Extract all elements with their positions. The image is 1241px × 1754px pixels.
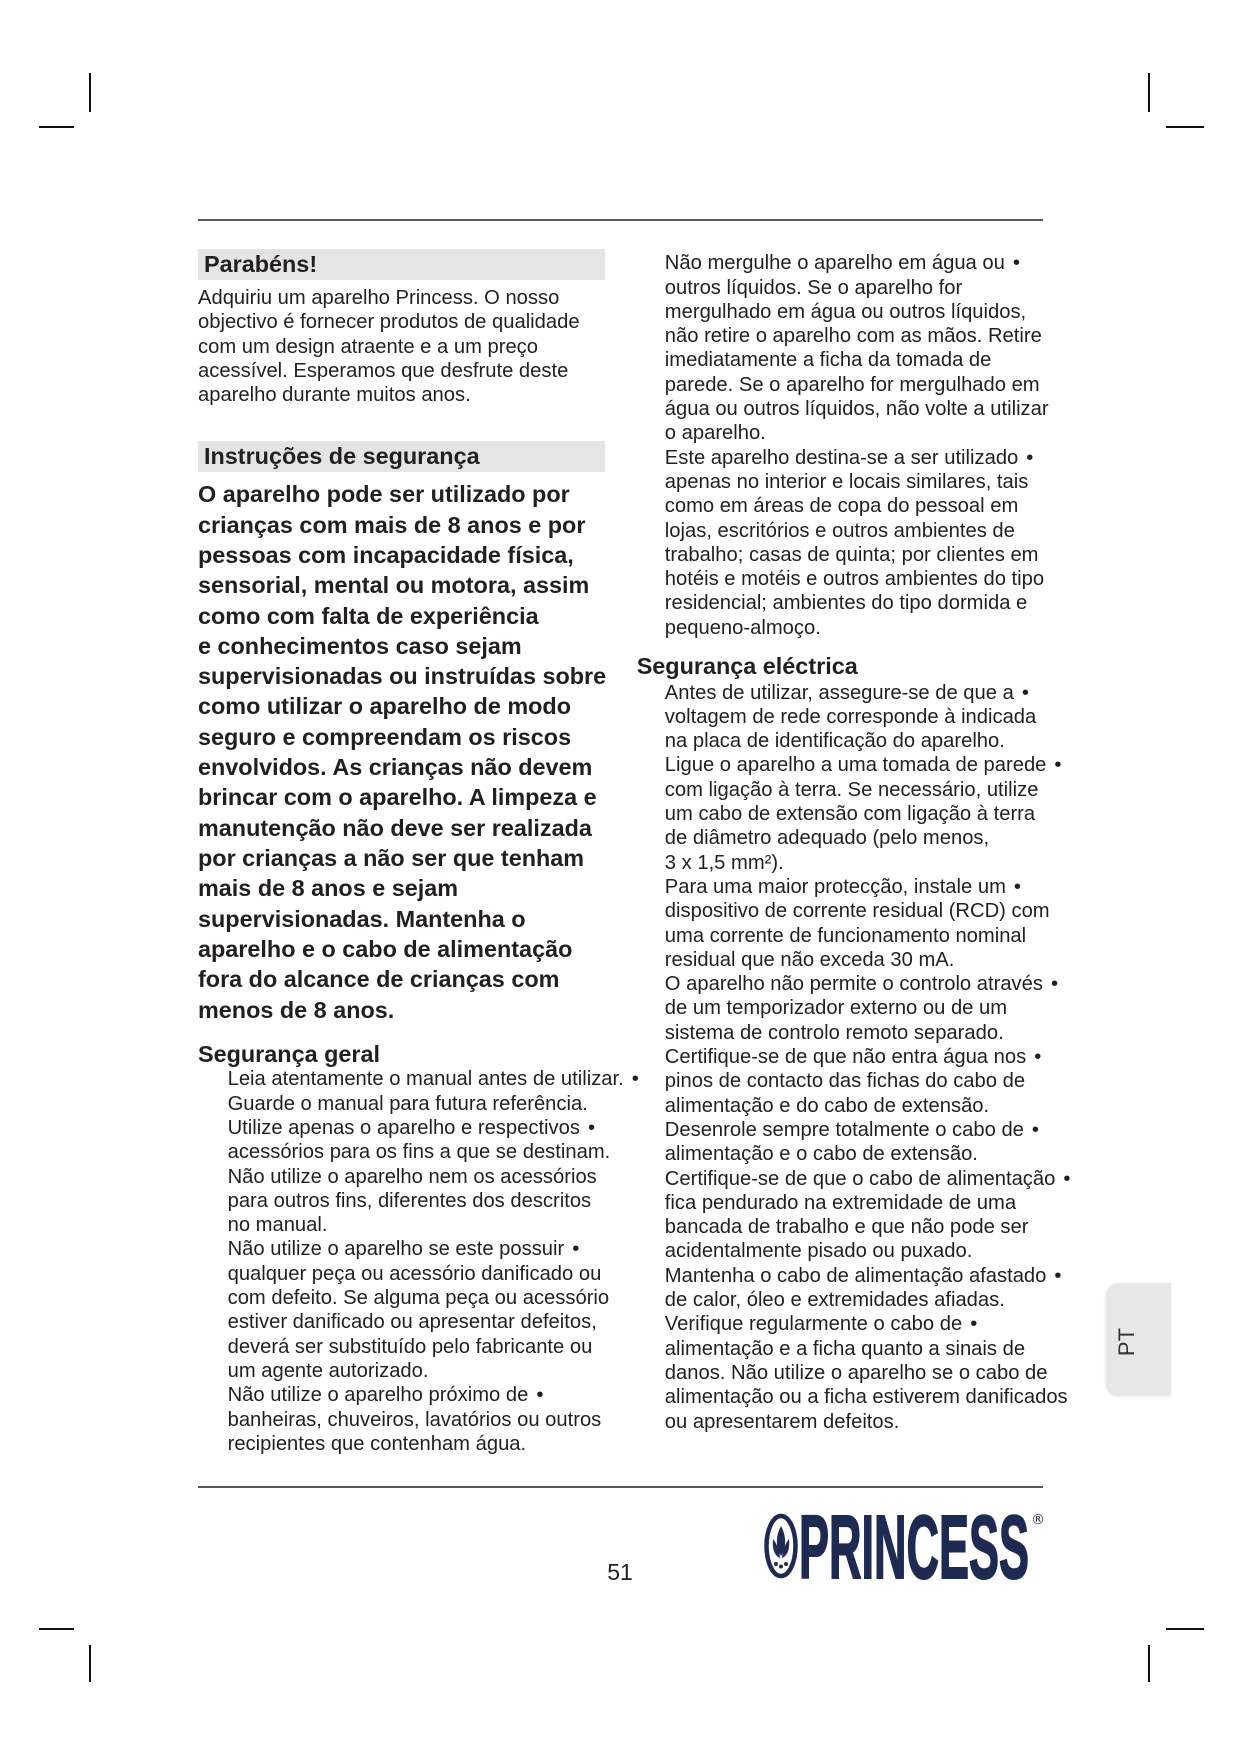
list-item-line bbox=[665, 591, 1049, 615]
list-item-line bbox=[665, 324, 1049, 348]
list-item-line bbox=[228, 1286, 639, 1310]
list-item bbox=[665, 1167, 1071, 1264]
list-item-text: Para uma maior protecção, instale um bbox=[664, 875, 1006, 898]
language-tab bbox=[1107, 1283, 1171, 1395]
warning-line: fora do alcance de crianças com bbox=[198, 966, 560, 993]
list-item-text: qualquer peça ou acessório danificado ou bbox=[227, 1262, 602, 1285]
list-item-text: Guarde o manual para futura referência. bbox=[227, 1092, 588, 1115]
bullet-marker: • bbox=[1012, 252, 1020, 275]
list-item-text: trabalho; casas de quinta; por clientes em bbox=[664, 543, 1039, 566]
list-item-text: deverá ser substituído pelo fabricante ou bbox=[227, 1335, 593, 1358]
list-item-line bbox=[665, 397, 1049, 421]
list-item-text: danos. Não utilize o aparelho se o cabo de bbox=[664, 1361, 1048, 1384]
list-item-line bbox=[665, 924, 1071, 948]
congrats-heading: Parabéns! bbox=[204, 251, 318, 277]
list-item-text: com defeito. Se alguma peça ou acessório bbox=[227, 1287, 610, 1310]
warning-line: sensorial, mental ou motora, assim bbox=[198, 572, 590, 599]
list-item-text: banheiras, chuveiros, lavatórios ou outros bbox=[227, 1408, 602, 1431]
list-item-text: voltagem de rede corresponde à indicada bbox=[664, 705, 1037, 728]
general-safety-list-continued bbox=[665, 251, 1049, 640]
list-item-line bbox=[228, 1237, 639, 1261]
list-item-line bbox=[228, 1165, 639, 1189]
paragraph-line: acessível. Esperamos que desfrute deste bbox=[198, 359, 569, 382]
warning-line: por crianças a não ser que tenham bbox=[198, 845, 585, 872]
list-item-text: uma corrente de funcionamento nominal bbox=[664, 924, 1027, 947]
bullet-marker: • bbox=[1013, 875, 1021, 898]
crop-mark-bottom-left-vertical bbox=[89, 1645, 91, 1682]
list-item-line bbox=[665, 1069, 1071, 1093]
list-item-line bbox=[228, 1262, 639, 1286]
warning-line: como com falta de experiência bbox=[198, 602, 539, 629]
list-item-text: recipientes que contenham água. bbox=[227, 1432, 527, 1455]
crop-mark-top-left-horizontal bbox=[39, 126, 74, 128]
list-item-line bbox=[665, 1045, 1071, 1069]
list-item-text: na placa de identificação do aparelho. bbox=[664, 730, 1005, 753]
list-item-text: um cabo de extensão com ligação à terra bbox=[664, 803, 1036, 826]
warning-line: supervisionadas ou instruídas sobre bbox=[198, 663, 607, 690]
warning-line: O aparelho pode ser utilizado por bbox=[198, 481, 570, 508]
list-item-text: sistema de controlo remoto separado. bbox=[664, 1021, 1004, 1044]
safety-heading: Instruções de segurança bbox=[204, 442, 480, 469]
list-item-line bbox=[665, 348, 1049, 372]
princess-logo bbox=[764, 1510, 1046, 1582]
crop-mark-bottom-left-horizontal bbox=[39, 1628, 74, 1630]
list-item-text: imediatamente a ficha da tomada de bbox=[664, 349, 992, 372]
list-item-line bbox=[665, 1118, 1071, 1142]
list-item bbox=[665, 972, 1071, 1045]
crop-mark-top-right-vertical bbox=[1148, 73, 1150, 112]
list-item-line bbox=[665, 681, 1071, 705]
list-item-text: não retire o aparelho com as mãos. Retire bbox=[664, 325, 1042, 348]
list-item-text: Não mergulhe o aparelho em água ou bbox=[664, 252, 1005, 275]
list-item-text: residual que não exceda 30 mA. bbox=[664, 948, 955, 971]
electrical-safety-heading: Segurança eléctrica bbox=[636, 652, 858, 679]
bullet-marker: • bbox=[1034, 1046, 1042, 1069]
list-item bbox=[665, 1312, 1071, 1433]
list-item-line bbox=[665, 446, 1049, 470]
list-item-text: Não utilize o aparelho se este possuir bbox=[227, 1238, 565, 1261]
list-item-text: Não utilize o aparelho próximo de bbox=[227, 1384, 529, 1407]
list-item-line bbox=[228, 1408, 639, 1432]
list-item-text: Certifique-se de que não entra água nos bbox=[664, 1046, 1027, 1069]
list-item-text: o aparelho. bbox=[664, 422, 766, 445]
list-item-line bbox=[665, 1021, 1071, 1045]
list-item-line bbox=[665, 1167, 1071, 1191]
list-item-line bbox=[665, 948, 1071, 972]
list-item-text: 3 x 1,5 mm²). bbox=[664, 851, 784, 874]
list-item-line bbox=[665, 705, 1071, 729]
bullet-marker: • bbox=[1054, 1264, 1062, 1287]
list-item-text: hotéis e motéis e outros ambientes do tipo bbox=[664, 568, 1045, 591]
bullet-marker: • bbox=[1050, 973, 1059, 996]
list-item-line bbox=[665, 1239, 1071, 1263]
list-item-text: pequeno-almoço. bbox=[664, 616, 821, 639]
list-item-text: O aparelho não permite o controlo através bbox=[664, 973, 1043, 996]
list-item bbox=[665, 251, 1049, 445]
congrats-paragraph bbox=[198, 286, 580, 407]
electrical-safety-list bbox=[665, 681, 1071, 1434]
list-item-line bbox=[228, 1383, 639, 1407]
list-item-line bbox=[665, 300, 1049, 324]
registered-mark: ® bbox=[1031, 1512, 1045, 1528]
warning-line: crianças com mais de 8 anos e por bbox=[198, 511, 586, 538]
list-item-line bbox=[228, 1067, 639, 1091]
list-item-line bbox=[228, 1310, 639, 1334]
crop-mark-bottom-right-horizontal bbox=[1166, 1628, 1204, 1630]
list-item-text: Antes de utilizar, assegure-se de que a bbox=[664, 681, 1014, 704]
list-item-text: acidentalmente pisado ou puxado. bbox=[664, 1240, 973, 1263]
list-item-line bbox=[665, 1191, 1071, 1215]
list-item-text: bancada de trabalho e que não pode ser bbox=[664, 1216, 1029, 1239]
list-item-line bbox=[665, 729, 1071, 753]
list-item-line bbox=[228, 1092, 639, 1116]
warning-line: brincar com o aparelho. A limpeza e bbox=[198, 784, 597, 811]
list-item-line bbox=[665, 753, 1071, 777]
list-item-line bbox=[665, 251, 1049, 275]
list-item-text: alimentação e do cabo de extensão. bbox=[664, 1094, 990, 1117]
warning-line: manutenção não deve ser realizada bbox=[198, 814, 592, 841]
logo-emblem-icon bbox=[767, 1516, 796, 1576]
list-item-text: alimentação ou a ficha estiverem danificados bbox=[664, 1386, 1068, 1409]
list-item-line bbox=[228, 1432, 639, 1456]
list-item-line bbox=[228, 1189, 639, 1213]
bullet-marker: • bbox=[631, 1068, 639, 1091]
list-item-line bbox=[665, 1385, 1071, 1409]
list-item bbox=[665, 1264, 1071, 1313]
list-item-text: alimentação e o cabo de extensão. bbox=[664, 1143, 978, 1166]
list-item-line bbox=[665, 276, 1049, 300]
paragraph-line: Adquiriu um aparelho Princess. O nosso bbox=[198, 287, 560, 309]
list-item bbox=[665, 753, 1071, 874]
bullet-marker: • bbox=[1063, 1167, 1071, 1190]
list-item-line bbox=[228, 1335, 639, 1359]
safety-heading-bar bbox=[198, 441, 605, 472]
list-item-text: Leia atentamente o manual antes de utilizar. bbox=[227, 1068, 624, 1091]
list-item-line bbox=[665, 972, 1071, 996]
paragraph-line: com um design atraente e a um preço bbox=[198, 335, 539, 358]
list-item-text: como em áreas de copa do pessoal em bbox=[664, 495, 1019, 518]
list-item bbox=[665, 875, 1071, 972]
list-item-text: com ligação à terra. Se necessário, utilize bbox=[664, 778, 1039, 801]
crop-mark-top-right-horizontal bbox=[1166, 126, 1204, 128]
warning-line: seguro e compreendam os riscos bbox=[198, 723, 572, 750]
list-item-line bbox=[665, 996, 1071, 1020]
list-item-text: um agente autorizado. bbox=[227, 1359, 429, 1382]
top-rule bbox=[198, 219, 1043, 221]
warning-line: aparelho e o cabo de alimentação bbox=[198, 936, 573, 963]
page-number: 51 bbox=[607, 1558, 633, 1585]
logo-wordmark: PRINCESS bbox=[799, 1510, 1029, 1582]
list-item-text: para outros fins, diferentes dos descritos bbox=[227, 1189, 592, 1212]
list-item-line bbox=[228, 1140, 639, 1164]
warning-line: supervisionadas. Mantenha o bbox=[198, 905, 526, 932]
list-item-line bbox=[665, 1264, 1071, 1288]
list-item-line bbox=[665, 899, 1071, 923]
warning-line: e conhecimentos caso sejam bbox=[198, 632, 522, 659]
list-item-line bbox=[665, 1094, 1071, 1118]
list-item bbox=[228, 1116, 639, 1237]
list-item-text: de um temporizador externo ou de um bbox=[664, 997, 1008, 1020]
list-item-text: dispositivo de corrente residual (RCD) com bbox=[664, 900, 1050, 923]
list-item-text: ou apresentarem defeitos. bbox=[664, 1410, 900, 1433]
list-item bbox=[228, 1067, 639, 1116]
bullet-marker: • bbox=[1021, 681, 1029, 704]
list-item-text: Desenrole sempre totalmente o cabo de bbox=[664, 1118, 1024, 1141]
list-item-text: Não utilize o aparelho nem os acessórios bbox=[227, 1165, 597, 1188]
list-item-line bbox=[228, 1213, 639, 1237]
safety-warning-paragraph bbox=[198, 479, 606, 1025]
warning-line: mais de 8 anos e sejam bbox=[198, 875, 459, 902]
list-item-line bbox=[665, 1410, 1071, 1434]
list-item bbox=[665, 681, 1071, 754]
list-item-text: pinos de contacto das fichas do cabo de bbox=[664, 1070, 1026, 1093]
list-item-text: Certifique-se de que o cabo de alimentação bbox=[664, 1167, 1056, 1190]
list-item-line bbox=[228, 1359, 639, 1383]
list-item-line bbox=[665, 802, 1071, 826]
list-item bbox=[228, 1383, 639, 1456]
list-item-text: outros líquidos. Se o aparelho for bbox=[664, 276, 963, 299]
language-tab-label: PT bbox=[1113, 1327, 1139, 1356]
list-item-text: Mantenha o cabo de alimentação afastado bbox=[664, 1264, 1047, 1287]
list-item-line bbox=[665, 373, 1049, 397]
list-item-line bbox=[665, 543, 1049, 567]
list-item-line bbox=[665, 778, 1071, 802]
list-item-line bbox=[665, 1361, 1071, 1385]
list-item bbox=[665, 1118, 1071, 1167]
bullet-marker: • bbox=[1031, 1118, 1039, 1141]
bullet-marker: • bbox=[536, 1384, 544, 1407]
paragraph-line: aparelho durante muitos anos. bbox=[198, 384, 471, 407]
warning-line: menos de 8 anos. bbox=[198, 996, 395, 1023]
list-item-text: estiver danificado ou apresentar defeitos, bbox=[227, 1311, 597, 1334]
list-item-text: Utilize apenas o aparelho e respectivos bbox=[227, 1116, 580, 1139]
list-item bbox=[665, 446, 1049, 640]
list-item-text: de diâmetro adequado (pelo menos, bbox=[664, 827, 990, 850]
list-item-text: residencial; ambientes do tipo dormida e bbox=[664, 592, 1028, 615]
list-item-text: fica pendurado na extremidade de uma bbox=[664, 1191, 1017, 1214]
warning-line: envolvidos. As crianças não devem bbox=[198, 754, 593, 781]
general-safety-list bbox=[228, 1067, 639, 1456]
list-item-text: no manual. bbox=[227, 1214, 328, 1237]
list-item-text: mergulhado em água ou outros líquidos, bbox=[664, 300, 1027, 323]
list-item-line bbox=[665, 1312, 1071, 1336]
list-item-line bbox=[665, 494, 1049, 518]
bullet-marker: • bbox=[1026, 446, 1034, 469]
bullet-marker: • bbox=[587, 1116, 596, 1139]
general-safety-heading: Segurança geral bbox=[198, 1040, 381, 1067]
list-item-line bbox=[665, 567, 1049, 591]
crop-mark-bottom-right-vertical bbox=[1148, 1645, 1150, 1682]
list-item-text: apenas no interior e locais similares, tais bbox=[664, 470, 1029, 493]
bullet-marker: • bbox=[572, 1238, 580, 1261]
list-item-line bbox=[228, 1116, 639, 1140]
bottom-rule bbox=[198, 1486, 1043, 1488]
congrats-heading-bar bbox=[198, 249, 605, 280]
list-item-line bbox=[665, 519, 1049, 543]
list-item-text: Ligue o aparelho a uma tomada de parede bbox=[664, 754, 1047, 777]
list-item-text: alimentação e a ficha quanto a sinais de bbox=[664, 1337, 1026, 1360]
warning-line: como utilizar o aparelho de modo bbox=[198, 693, 571, 720]
list-item-line bbox=[665, 616, 1049, 640]
list-item-line bbox=[665, 1142, 1071, 1166]
list-item-text: lojas, escritórios e outros ambientes de bbox=[664, 519, 1015, 542]
list-item-text: Este aparelho destina-se a ser utilizado bbox=[664, 446, 1019, 469]
crop-mark-top-left-vertical bbox=[89, 73, 91, 112]
list-item-line bbox=[665, 1337, 1071, 1361]
list-item-line bbox=[665, 470, 1049, 494]
list-item-line bbox=[665, 826, 1071, 850]
list-item-line bbox=[665, 1288, 1071, 1312]
list-item-line bbox=[665, 1215, 1071, 1239]
list-item-line bbox=[665, 851, 1071, 875]
list-item-text: parede. Se o aparelho for mergulhado em bbox=[664, 373, 1040, 396]
list-item-text: Verifique regularmente o cabo de bbox=[664, 1313, 963, 1336]
list-item bbox=[665, 1045, 1071, 1118]
list-item-text: água ou outros líquidos, não volte a utilizar bbox=[664, 398, 1049, 421]
paragraph-line: objectivo é fornecer produtos de qualidade bbox=[198, 311, 580, 334]
warning-line: pessoas com incapacidade física, bbox=[198, 541, 574, 568]
list-item bbox=[228, 1237, 639, 1383]
bullet-marker: • bbox=[1054, 754, 1062, 777]
bullet-marker: • bbox=[970, 1313, 978, 1336]
list-item-line bbox=[665, 875, 1071, 899]
list-item-text: acessórios para os fins a que se destinam. bbox=[227, 1141, 611, 1164]
list-item-line bbox=[665, 421, 1049, 445]
list-item-text: de calor, óleo e extremidades afiadas. bbox=[664, 1289, 1005, 1312]
